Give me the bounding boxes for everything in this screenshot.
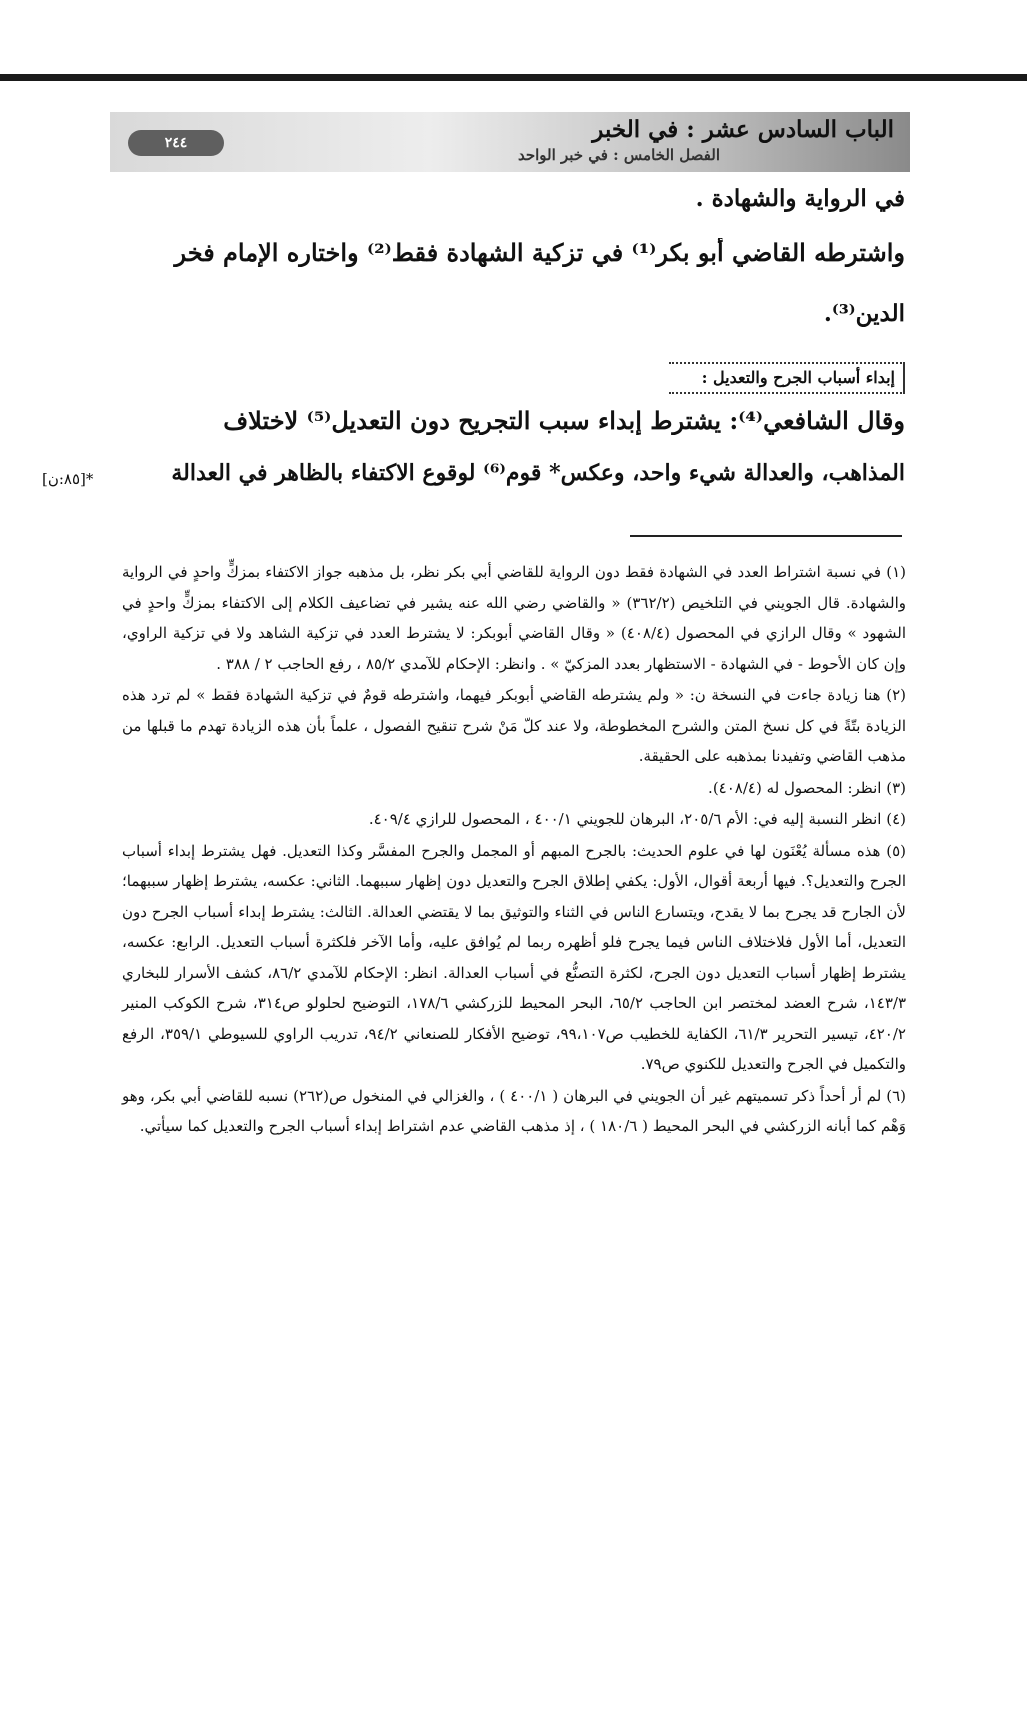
footnotes xyxy=(122,557,906,1143)
text-line-1: في الرواية والشهادة . xyxy=(695,185,905,212)
footnote-2: (٢) هنا زيادة جاءت في النسخة ن: « ولم يشترطه القاضي أبوبكر فيهما، واشترطه قومٌ في تزكية الشهادة فقط » لم ترد هذه الزيادة بتّةً في كل نسخ المتن والشرح المخطوطة، ولا عند كلّ مَنْ شرح تنقيح الفصول ، علماً بأن هذه الزيادة تهدم ما قبلها من مذهب القاضي وتفيدنا بمذهبه على الحقيقة. xyxy=(122,686,906,765)
section-subtitle: الفصل الخامس : في خبر الواحد xyxy=(517,146,720,164)
text-line-3: الدين⁽³⁾. xyxy=(823,300,905,327)
footnote-5: (٥) هذه مسألة يُعْنَون لها في علوم الحديث: بالجرح المبهم أو المجمل والجرح المفسَّر وكذا التعديل. فهل يشترط إبداء أسباب الجرح والتعديل؟. فيها أربعة أقوال، الأول: يكفي إطلاق الجرح والتعديل دون إظهار سببهما. الثاني: عكسه، يشترط إظهار سببهما؛ لأن الجارح قد يجرح بما لا يقدح، ويتسارع الناس في الثناء والتوثيق بما لا يقتضي العدالة. الثالث: يشترط إبداء أسباب الجرح دون التعديل، أما الأول فلاختلاف الناس فيما يجرح فلو أظهره ربما لم يُوافق عليه، وأما الآخر فلكثرة أسباب التعديل. الرابع: عكسه، يشترط إظهار أسباب التعديل دون الجرح، لكثرة التصنُّع في أسباب العدالة. انظر: الإحكام للآمدي ٨٦/٢، كشف الأسرار للبخاري ١٤٣/٣، شرح العضد لمختصر ابن الحاجب ٦٥/٢، البحر المحيط للزركشي ١٧٨/٦، التوضيح لحلولو ص٣١٤، شرح الكوكب المنير ٤٢٠/٢، تيسير التحرير ٦١/٣، الكفاية للخطيب ص٩٩،١٠٧، توضيح الأفكار للصنعاني ٩٤/٢، تدريب الراوي للسيوطي ٣٥٩/١، الرفع والتكميل في الجرح والتعديل للكنوي ص٧٩. xyxy=(122,841,907,1073)
chapter-title: الباب السادس عشر : في الخبر xyxy=(592,116,894,143)
text-line-2: واشترطه القاضي أبو بكر⁽¹⁾ في تزكية الشهادة فقط⁽²⁾ واختاره الإمام فخر xyxy=(174,238,905,267)
running-header xyxy=(110,112,910,172)
footnote-3: (٣) انظر: المحصول له (٤٠٨/٤). xyxy=(708,778,906,797)
top-rule xyxy=(0,74,1027,81)
text-line-4: وقال الشافعي⁽⁴⁾: يشترط إبداء سبب التجريح دون التعديل⁽⁵⁾ لاختلاف xyxy=(223,406,905,435)
page-number: ٢٤٤ xyxy=(128,130,224,156)
footnote-1: (١) في نسبة اشتراط العدد في الشهادة فقط دون الرواية للقاضي أبي بكر نظر، بل مذهبه جواز الاكتفاء بمزكٍّ واحدٍ في الرواية والشهادة. قال الجويني في التلخيص (٣٦٢/٢) « والقاضي رضي الله عنه يشير في تضاعيف الكلام إلى الاكتفاء بمزكٍّ واحدٍ في الشهود » وقال الرازي في المحصول (٤٠٨/٤) « وقال القاضي أبوبكر: لا يشترط العدد في تزكية الشاهد ولا في تزكية الراوي، وإن كان الأحوط - في الشهادة - الاستظهار بعدد المزكيّ » . وانظر: الإحكام للآمدي ٨٥/٢ ، رفع الحاجب ٢ / ٣٨٨ . xyxy=(122,563,906,673)
margin-reference: *[٨٥:ن] xyxy=(42,470,94,488)
footnote-separator xyxy=(630,535,902,537)
section-heading: إبداء أسباب الجرح والتعديل : xyxy=(669,362,905,394)
footnote-4: (٤) انظر النسبة إليه في: الأم ٢٠٥/٦، البرهان للجويني ٤٠٠/١ ، المحصول للرازي ٤٠٩/٤. xyxy=(368,810,906,828)
footnote-6: (٦) لم أر أحداً ذكر تسميتهم غير أن الجويني في البرهان ( ٤٠٠/١ ) ، والغزالي في المنخول ص(٢٦٢) نسبه للقاضي أبي بكر، وهو وَهْم كما أبانه الزركشي في البحر المحيط ( ١٨٠/٦ ) ، إذ مذهب القاضي عدم اشتراط إبداء أسباب الجرح والتعديل كما سيأتي. xyxy=(122,1086,906,1135)
text-line-5: المذاهب، والعدالة شيء واحد، وعكس* قوم⁽⁶⁾ لوقوع الاكتفاء بالظاهر في العدالة xyxy=(171,460,905,486)
